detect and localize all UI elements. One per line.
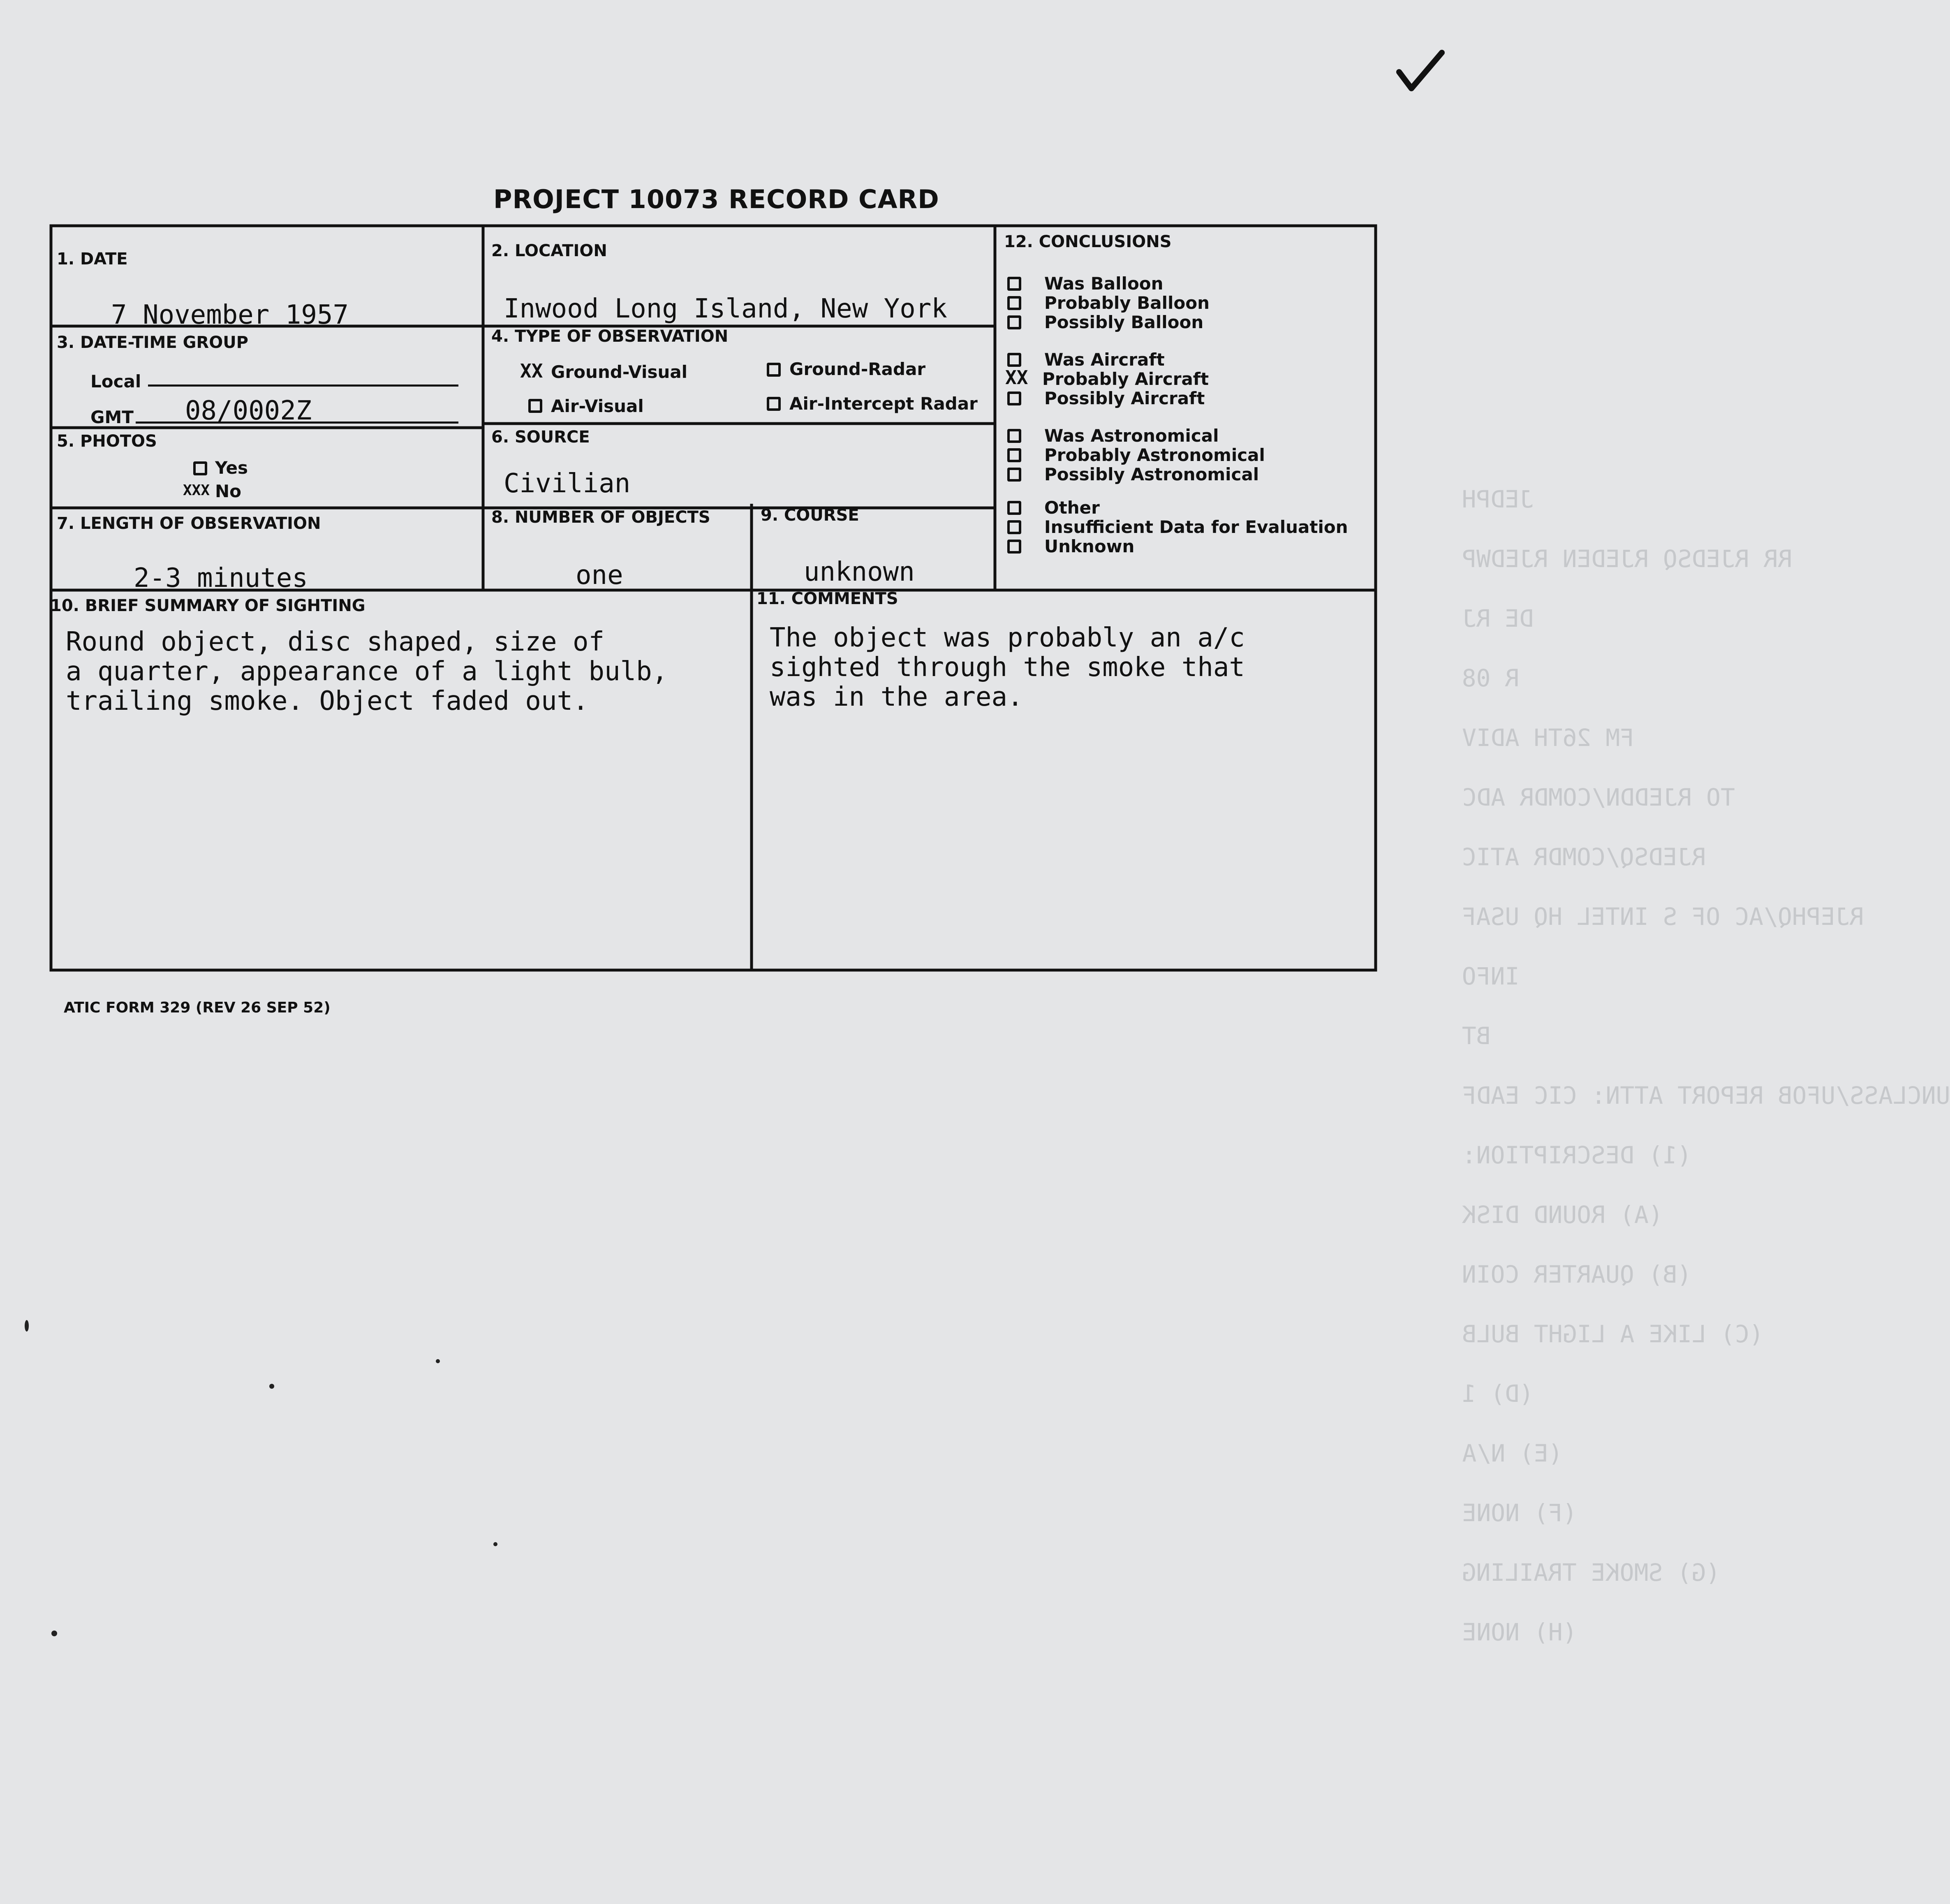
- conclusion-checkbox: [1007, 315, 1021, 329]
- type-of-observation-label: 4. TYPE OF OBSERVATION: [491, 327, 729, 346]
- conclusion-option: Unknown: [1044, 536, 1135, 556]
- conclusion-checkbox: [1007, 296, 1021, 310]
- conclusion-option: Possibly Balloon: [1044, 312, 1204, 332]
- conclusion-option: Probably Balloon: [1044, 293, 1210, 313]
- conclusions-label: 12. CONCLUSIONS: [1004, 232, 1172, 251]
- atic-form-number: ATIC FORM 329 (REV 26 SEP 52): [64, 999, 331, 1016]
- conclusion-checkbox: [1007, 540, 1021, 554]
- brief-summary-line: trailing smoke. Object faded out.: [66, 686, 589, 716]
- bleed-through-line: (C) LIKE A LIGHT BULB: [1462, 1320, 1764, 1348]
- conclusion-checkbox: [1007, 501, 1021, 515]
- ground-visual-mark: XX: [520, 360, 543, 382]
- photos-no-option: No: [215, 481, 242, 501]
- air-visual-option: Air-Visual: [551, 396, 644, 416]
- course-label: 9. COURSE: [761, 506, 859, 525]
- photos-no-mark: XXX: [183, 482, 210, 499]
- local-line: [148, 385, 458, 387]
- bleed-through-line: (E) N/A: [1462, 1439, 1563, 1467]
- bleed-through-line: (1) DESCRIPTION:: [1462, 1141, 1692, 1169]
- bleed-through-line: RJEPHQ/AC OF S INTEL HQ USAF: [1462, 903, 1864, 931]
- air-intercept-radar-option: Air-Intercept Radar: [789, 394, 978, 414]
- conclusion-option: Possibly Astronomical: [1044, 464, 1259, 484]
- brief-summary-label: 10. BRIEF SUMMARY OF SIGHTING: [50, 596, 365, 615]
- bleed-through-line: (B) QUARTER COIN: [1462, 1260, 1692, 1288]
- bleed-through-line: RJEDSQ/COMDR ATIC: [1462, 843, 1706, 871]
- conclusion-option: Probably Astronomical: [1044, 445, 1265, 465]
- conclusion-checkbox: [1007, 353, 1021, 367]
- conclusion-option: Was Balloon: [1044, 273, 1164, 294]
- date-value: 7 November 1957: [111, 300, 349, 330]
- brief-summary-line: a quarter, appearance of a light bulb,: [66, 656, 668, 687]
- scan-speck: [51, 1631, 57, 1636]
- comments-label: 11. COMMENTS: [756, 589, 898, 608]
- conclusion-checkbox: [1007, 429, 1021, 443]
- conclusion-checkbox: [1007, 448, 1021, 462]
- bleed-through-line: UNCLASS/UFOB REPORT ATTN: CIC EADF: [1462, 1082, 1950, 1110]
- ground-radar-option: Ground-Radar: [789, 359, 926, 379]
- location-label: 2. LOCATION: [491, 241, 607, 260]
- check-mark-icon: [1396, 49, 1445, 95]
- bleed-through-line: JEDPH: [1462, 485, 1534, 513]
- bleed-through-line: (H) NONE: [1462, 1618, 1577, 1646]
- local-label: Local: [90, 371, 141, 391]
- location-value: Inwood Long Island, New York: [504, 294, 947, 324]
- conclusion-checkbox: [1007, 277, 1021, 291]
- air-intercept-radar-checkbox: [767, 397, 781, 411]
- bleed-through-line: TO RJEDDN/COMDR ADC: [1462, 783, 1735, 811]
- ground-visual-option: Ground-Visual: [551, 362, 688, 382]
- conclusion-option: Possibly Aircraft: [1044, 388, 1205, 408]
- date-label: 1. DATE: [57, 250, 128, 269]
- probably-aircraft-mark: XX: [1005, 366, 1028, 389]
- date-time-group-label: 3. DATE-TIME GROUP: [57, 333, 248, 352]
- comments-line: was in the area.: [770, 682, 1023, 712]
- bleed-through-line: DE RJ: [1462, 605, 1534, 632]
- photos-yes-option: Yes: [215, 458, 248, 478]
- conclusion-option: Was Aircraft: [1044, 350, 1165, 370]
- conclusion-option: Was Astronomical: [1044, 426, 1219, 446]
- air-visual-checkbox: [528, 399, 542, 413]
- bleed-through-line: R 08: [1462, 664, 1520, 692]
- card-title: PROJECT 10073 RECORD CARD: [493, 184, 939, 214]
- conclusion-option: Probably Aircraft: [1042, 369, 1209, 389]
- conclusion-checkbox: [1007, 468, 1021, 482]
- bleed-through-line: (A) ROUND DISK: [1462, 1201, 1663, 1229]
- comments-line: The object was probably an a/c: [770, 623, 1245, 653]
- source-label: 6. SOURCE: [491, 428, 590, 447]
- brief-summary-line: Round object, disc shaped, size of: [66, 627, 605, 657]
- conclusion-option: Insufficient Data for Evaluation: [1044, 517, 1348, 537]
- comments-line: sighted through the smoke that: [770, 652, 1245, 683]
- record-card: [49, 224, 1377, 973]
- length-of-observation-value: 2-3 minutes: [134, 563, 308, 593]
- source-value: Civilian: [504, 468, 631, 499]
- scan-speck: [269, 1384, 274, 1389]
- conclusion-checkbox: [1007, 520, 1021, 534]
- bleed-through-line: INFO: [1462, 962, 1520, 990]
- bleed-through-line: FM 26TH ADIV: [1462, 724, 1635, 752]
- length-of-observation-label: 7. LENGTH OF OBSERVATION: [57, 514, 321, 533]
- gmt-label: GMT: [90, 407, 134, 427]
- bleed-through-line: (G) SMOKE TRAILING: [1462, 1559, 1721, 1587]
- bleed-through-line: BT: [1462, 1022, 1491, 1050]
- number-of-objects-value: one: [576, 560, 623, 591]
- bleed-through-line: (D) 1: [1462, 1380, 1534, 1408]
- scan-speck: [436, 1359, 440, 1363]
- scan-speck: [25, 1320, 29, 1332]
- gmt-value: 08/0002Z: [185, 396, 312, 426]
- ground-radar-checkbox: [767, 363, 781, 377]
- conclusion-option: Other: [1044, 498, 1100, 518]
- course-value: unknown: [804, 557, 915, 587]
- photos-label: 5. PHOTOS: [57, 432, 157, 451]
- bleed-through-line: RR RJEDSQ RJEDEN RJEDWP: [1462, 545, 1793, 573]
- number-of-objects-label: 8. NUMBER OF OBJECTS: [491, 508, 710, 527]
- photos-yes-checkbox: [193, 461, 207, 475]
- scan-speck: [493, 1542, 497, 1546]
- conclusion-checkbox: [1007, 391, 1021, 405]
- bleed-through-line: (F) NONE: [1462, 1499, 1577, 1527]
